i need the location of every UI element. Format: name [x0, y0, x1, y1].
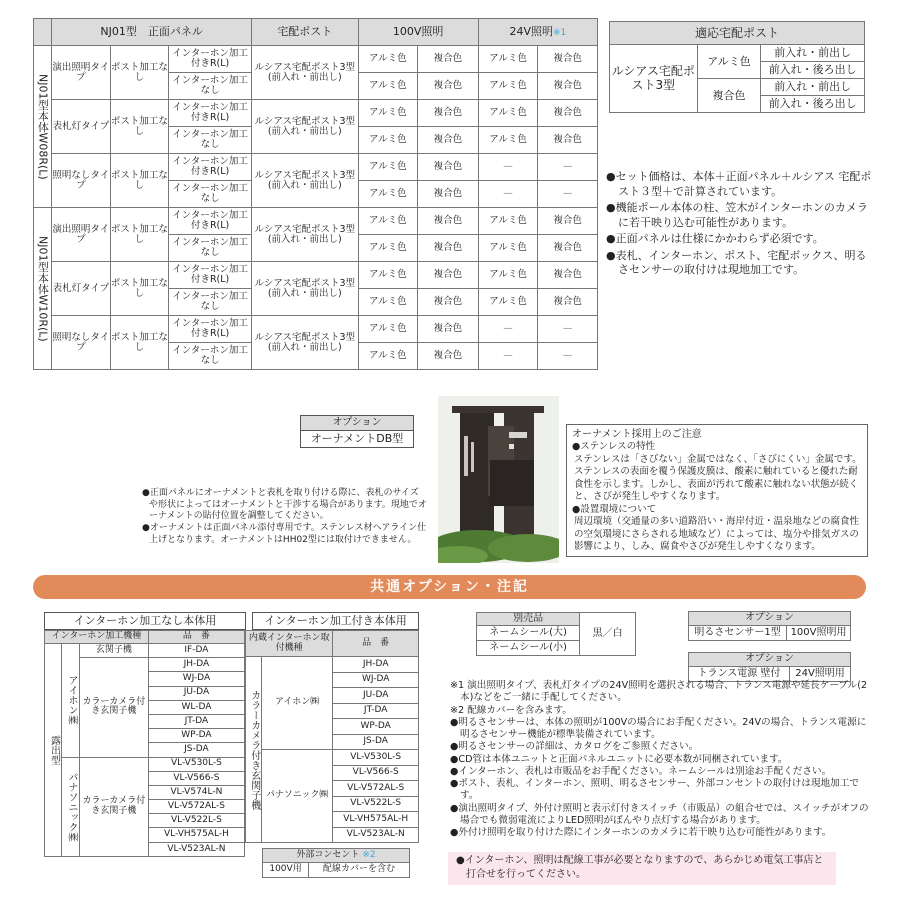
compat-product: ルシアス宅配ポスト3型: [610, 45, 698, 113]
wiring-note: ●インターホン、照明は配線工事が必要となりますので、あらかじめ電気工事店と打合せを行ってください。: [448, 852, 836, 885]
v24-comp: 複合色: [538, 262, 598, 289]
main-row: [34, 262, 598, 289]
v100-comp: 複合色: [418, 208, 479, 235]
note-item: ●表札、インターホン、ポスト、宅配ボックス、明るさセンサーの取付けは現地加工です。: [606, 248, 867, 277]
caution-h1: ●ステンレスの特性: [572, 441, 656, 453]
v24-alu: —: [478, 316, 538, 343]
v100-comp: 複合色: [418, 127, 479, 154]
caution-title: オーナメント採用上のご注意: [572, 429, 702, 440]
outlet-table: [262, 848, 410, 878]
sensor-name: 明るさセンサー1型: [689, 626, 787, 641]
part-number: VL-V522L-S: [333, 796, 419, 812]
no-ic-header-part: 品 番: [148, 631, 244, 644]
no-ic-header-model: インターホン加工機種: [45, 631, 149, 644]
right-notes: [606, 170, 874, 280]
v24-alu: —: [478, 343, 538, 370]
v24-comp: —: [538, 154, 598, 181]
intercom-option: インターホン加工付きR(L): [169, 100, 252, 127]
note-item: ●正面パネルは仕様にかかわらず必須です。: [606, 232, 824, 246]
v24-alu: アルミ色: [478, 235, 538, 262]
note-item: ●セット価格は、本体＋正面パネル＋ルシアス 宅配ポスト３型＋で計算されています。: [606, 170, 872, 198]
intercom-option: インターホン加工なし: [169, 289, 252, 316]
compat-alu: アルミ色: [697, 45, 761, 79]
v100-alu: アルミ色: [358, 235, 418, 262]
kanko-label: 玄関子機: [79, 644, 148, 658]
panasonic-label: パナソニック㈱: [261, 750, 332, 843]
bottom-note-item: ●外付け照明を取り付けた際にインターホンのカメラに若干映り込む可能性があります。: [450, 827, 832, 839]
delivery-post: ルシアス宅配ポスト3型(前入れ・前出し): [252, 46, 358, 100]
trans-option-title: オプション: [689, 653, 851, 667]
v100-alu: アルミ色: [358, 181, 418, 208]
v24-comp: 複合色: [538, 208, 598, 235]
panel-header: NJ01型 正面パネル: [52, 19, 252, 46]
post-header: 宅配ポスト: [252, 19, 358, 46]
delivery-post: ルシアス宅配ポスト3型(前入れ・前出し): [252, 100, 358, 154]
ornament-caution-box: [566, 424, 868, 557]
post-option: ポスト加工なし: [110, 262, 169, 316]
caution-p2: 周辺環境（交通量の多い道路沿い・海岸付近・温泉地などの腐食性の空気環境にさらされる地域など）によっては、塩分や排気ガスの影響により、しみ、腐食やさびが発生しやすくなります。: [574, 516, 860, 553]
v24-alu: アルミ色: [478, 208, 538, 235]
v100-comp: 複合色: [418, 262, 479, 289]
lighting-type: 照明なしタイプ: [52, 154, 111, 208]
lighting-type: 表札灯タイプ: [52, 262, 111, 316]
v24-comp: 複合色: [538, 100, 598, 127]
note-item: ●機能ポール本体の柱、笠木がインターホンのカメラに若干映り込む可能性があります。: [606, 201, 868, 229]
compat-opt: 前入れ・後ろ出し: [761, 96, 865, 113]
v100-alu: アルミ色: [358, 262, 418, 289]
v24-comp: 複合色: [538, 73, 598, 100]
v24-alu: アルミ色: [478, 289, 538, 316]
part-number: JU-DA: [333, 688, 419, 704]
part-number: WL-DA: [148, 700, 244, 714]
ic-header-part: 品 番: [333, 631, 419, 657]
compatible-post-table: [609, 21, 865, 113]
common-options-banner: 共通オプション・注記: [33, 575, 866, 599]
part-number: WJ-DA: [148, 672, 244, 686]
part-number: VL-V566-S: [333, 765, 419, 781]
sensor-option-table: [688, 611, 851, 641]
ic-table: [245, 630, 419, 843]
ornament-option-label: オプション: [301, 416, 413, 431]
aiphone-label: アイホン㈱: [261, 657, 332, 750]
main-spec-table: [33, 18, 598, 370]
lighting-type: 照明なしタイプ: [52, 316, 111, 370]
v24-comp: 複合色: [538, 127, 598, 154]
part-number: JS-DA: [333, 734, 419, 750]
bottom-note-item: ●明るさセンサーの詳細は、カタログをご参照ください。: [450, 741, 699, 753]
intercom-option: インターホン加工付きR(L): [169, 154, 252, 181]
v100-header: 100V照明: [358, 19, 478, 46]
post-option: ポスト加工なし: [110, 100, 169, 154]
v100-alu: アルミ色: [358, 154, 418, 181]
v24-alu: —: [478, 181, 538, 208]
separate-item: ネームシール(大): [477, 626, 580, 641]
delivery-post: ルシアス宅配ポスト3型(前入れ・前出し): [252, 262, 358, 316]
ic-table-title: インターホン加工付き本体用: [252, 612, 419, 630]
part-number: IF-DA: [148, 644, 244, 658]
intercom-option: インターホン加工付きR(L): [169, 262, 252, 289]
sensor-spec: 100V照明用: [787, 626, 851, 641]
part-number: VL-V530L-S: [148, 757, 244, 771]
delivery-post: ルシアス宅配ポスト3型(前入れ・前出し): [252, 154, 358, 208]
intercom-option: インターホン加工なし: [169, 73, 252, 100]
outlet-title: 外部コンセント ※2: [263, 849, 410, 863]
bottom-note-item: ●演出照明タイプ、外付け照明と表示灯付きスイッチ（市販品）の組合せでは、スイッチがオフの場合でも微弱電流によりLED照明がぼんやり点灯する場合があります。: [450, 802, 869, 826]
intercom-option: インターホン加工付きR(L): [169, 208, 252, 235]
aiphone-label: アイホン㈱: [62, 644, 79, 758]
trans-name: トランス電源 壁付: [689, 667, 790, 682]
post-option: ポスト加工なし: [110, 208, 169, 262]
ornament-name: オーナメントDB型: [310, 432, 404, 445]
compat-opt: 前入れ・前出し: [761, 45, 865, 62]
intercom-option: インターホン加工付きR(L): [169, 316, 252, 343]
bottom-notes: [450, 680, 870, 839]
outlet-c1: 100V用: [263, 863, 309, 878]
part-number: WP-DA: [148, 729, 244, 743]
v100-alu: アルミ色: [358, 289, 418, 316]
camera-label: カラーカメラ付き玄関子機: [79, 658, 148, 757]
body-model-label: NJ01型本体W08R(L): [34, 46, 52, 208]
no-ic-table-title: インターホン加工なし本体用: [44, 612, 246, 630]
trans-spec: 24V照明用: [790, 667, 851, 682]
ornament-note: ●正面パネルにオーナメントと表札を取り付ける際に、表札のサイズや形状によってはオーナメントと干渉する場合があります。現地でオーナメントの貼付位置を調整してください。: [142, 488, 427, 522]
bottom-note-item: ●インターホン、表札は市販品をお手配ください。ネームシールは別途お手配ください。: [450, 765, 832, 777]
product-photo: [438, 396, 559, 563]
panasonic-label: パナソニック㈱: [62, 757, 79, 856]
no-ic-table: [44, 630, 245, 857]
intercom-option: インターホン加工なし: [169, 181, 252, 208]
bottom-note-item: ※2 配線カバーを含みます。: [450, 704, 572, 716]
part-number: VL-V572AL-S: [333, 781, 419, 797]
intercom-option: インターホン加工なし: [169, 235, 252, 262]
part-number: VL-V523AL-N: [333, 827, 419, 843]
delivery-post: ルシアス宅配ポスト3型(前入れ・前出し): [252, 316, 358, 370]
transformer-option-table: [688, 652, 851, 682]
v24-alu: アルミ色: [478, 73, 538, 100]
main-row: [34, 46, 598, 73]
v24-comp: 複合色: [538, 235, 598, 262]
compat-title: 適応宅配ポスト: [610, 22, 865, 45]
v100-alu: アルミ色: [358, 73, 418, 100]
lighting-type: 表札灯タイプ: [52, 100, 111, 154]
main-row: [34, 316, 598, 343]
main-row: [34, 208, 598, 235]
v100-comp: 複合色: [418, 181, 479, 208]
bottom-note-item: ●CD管は本体ユニットと正面パネルユニットに必要本数が同梱されています。: [450, 753, 788, 765]
v24-comp: —: [538, 343, 598, 370]
v100-alu: アルミ色: [358, 127, 418, 154]
v24-comp: 複合色: [538, 46, 598, 73]
bottom-note-item: ●ポスト、表札、インターホン、照明、明るさセンサー、外部コンセントの取付けは現地加工です。: [450, 778, 859, 802]
camera-label: カラーカメラ付き玄関子機: [79, 757, 148, 856]
v24-comp: —: [538, 316, 598, 343]
ic-header-model: 内蔵インターホン取付機種: [246, 631, 333, 657]
v24-alu: アルミ色: [478, 262, 538, 289]
v24-header: 24V照明※1: [478, 19, 597, 46]
v100-alu: アルミ色: [358, 316, 418, 343]
v100-alu: アルミ色: [358, 46, 418, 73]
gate-post-illustration: [438, 396, 559, 563]
v100-comp: 複合色: [418, 100, 479, 127]
post-option: ポスト加工なし: [110, 46, 169, 100]
v24-comp: —: [538, 181, 598, 208]
post-option: ポスト加工なし: [110, 154, 169, 208]
bottom-note-item: ※1 演出照明タイプ、表札灯タイプの24V照明を選択される場合、トランス電源や延長ケーブル(2本)などをご一緒に手配してください。: [450, 680, 868, 704]
ornament-notes: [142, 488, 427, 546]
ic-side-label: カラーカメラ付き玄関子機: [246, 657, 262, 843]
lighting-type: 演出照明タイプ: [52, 46, 111, 100]
v100-alu: アルミ色: [358, 208, 418, 235]
main-row: [34, 100, 598, 127]
part-number: VL-V522L-S: [148, 814, 244, 828]
v100-comp: 複合色: [418, 73, 479, 100]
v100-comp: 複合色: [418, 46, 479, 73]
delivery-post: ルシアス宅配ポスト3型(前入れ・前出し): [252, 208, 358, 262]
part-number: JS-DA: [148, 743, 244, 757]
v100-alu: アルミ色: [358, 343, 418, 370]
part-number: JT-DA: [148, 714, 244, 728]
intercom-option: インターホン加工付きR(L): [169, 46, 252, 73]
part-number: VL-V574L-N: [148, 785, 244, 799]
ornament-note: ●オーナメントは正面パネル添付専用です。ステンレス材ヘアライン仕上げとなります。オーナメントはHH02型には取付けできません。: [142, 523, 427, 545]
sensor-option-title: オプション: [689, 612, 851, 626]
v24-alu: アルミ色: [478, 46, 538, 73]
part-number: WJ-DA: [333, 672, 419, 688]
intercom-option: インターホン加工なし: [169, 343, 252, 370]
v100-alu: アルミ色: [358, 100, 418, 127]
v24-alu: アルミ色: [478, 127, 538, 154]
compat-opt: 前入れ・前出し: [761, 79, 865, 96]
main-row: [34, 154, 598, 181]
post-option: ポスト加工なし: [110, 316, 169, 370]
v100-comp: 複合色: [418, 289, 479, 316]
part-number: VL-V523AL-N: [148, 842, 244, 856]
v24-alu: アルミ色: [478, 100, 538, 127]
part-number: VL-V572AL-S: [148, 800, 244, 814]
expose-type-label: 露出型: [45, 644, 62, 857]
part-number: JU-DA: [148, 686, 244, 700]
separate-title: 別売品: [477, 613, 580, 626]
compat-opt: 前入れ・後ろ出し: [761, 62, 865, 79]
v100-comp: 複合色: [418, 343, 479, 370]
separate-color: 黒／白: [580, 613, 636, 656]
separate-items-table: [476, 612, 636, 656]
separate-item: ネームシール(小): [477, 641, 580, 656]
caution-h2: ●設置環境について: [572, 503, 657, 515]
outlet-c2: 配線カバーを含む: [309, 863, 410, 878]
v24-alu: —: [478, 154, 538, 181]
part-number: JT-DA: [333, 703, 419, 719]
part-number: VL-VH575AL-H: [148, 828, 244, 842]
lighting-type: 演出照明タイプ: [52, 208, 111, 262]
bottom-note-item: ●明るさセンサーは、本体の照明が100Vの場合にお手配ください。24Vの場合、トランス電源に明るさセンサー機能が標準装備されています。: [450, 716, 867, 741]
v24-comp: 複合色: [538, 289, 598, 316]
part-number: VL-VH575AL-H: [333, 812, 419, 828]
v100-comp: 複合色: [418, 235, 479, 262]
caution-p1: ステンレスは「さびない」金属ではなく、「さびにくい」金属です。ステンレスの表面を覆う保護皮膜は、酸素に触れていると優れた耐食性を示します。しかし、表面が汚れて酸素に触れない状態が続くと、さびが発生しやすくなります。: [574, 453, 862, 503]
part-number: VL-V530L-S: [333, 750, 419, 766]
part-number: JH-DA: [148, 658, 244, 672]
part-number: VL-V566-S: [148, 771, 244, 785]
intercom-option: インターホン加工なし: [169, 127, 252, 154]
v100-comp: 複合色: [418, 316, 479, 343]
main-header-row: [34, 19, 598, 46]
body-model-label: NJ01型本体W10R(L): [34, 208, 52, 370]
part-number: JH-DA: [333, 657, 419, 673]
compat-comp: 複合色: [697, 79, 761, 113]
ornament-option-box: [300, 415, 414, 448]
v100-comp: 複合色: [418, 154, 479, 181]
part-number: WP-DA: [333, 719, 419, 735]
